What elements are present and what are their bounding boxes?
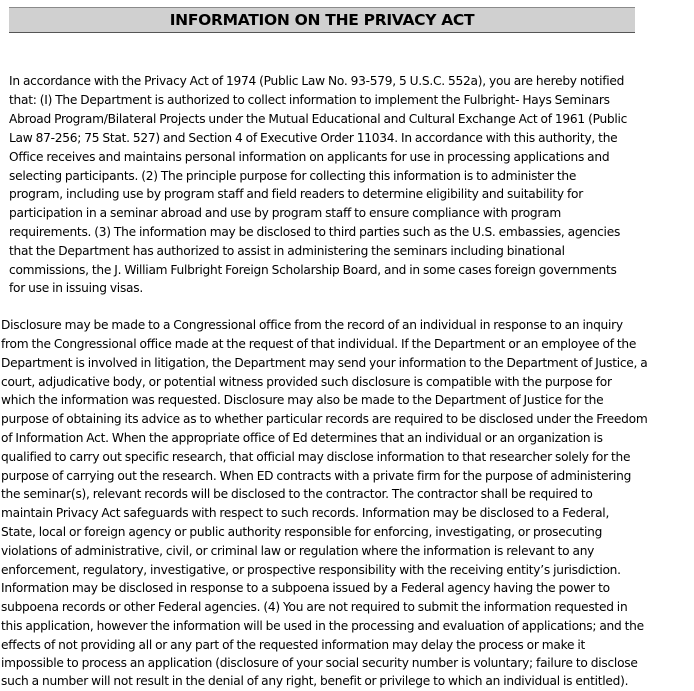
text-line: purpose of carrying out the research. When ED contracts with a private firm for the purpose of administering (1, 469, 632, 483)
text-line: court, adjudicative body, or potential witness provided such disclosure is compatible with the purpose for (1, 375, 612, 389)
page-title: INFORMATION ON THE PRIVACY ACT (169, 11, 475, 29)
text-line: this application, however the information will be used in the processing and evaluation of applications; and the (1, 619, 644, 633)
text-line: Department is involved in litigation, the Department may send your information to the Department of Justice, a (1, 356, 648, 370)
text-line: State, local or foreign agency or public authority responsible for enforcing, investigating, or prosecuting (1, 525, 603, 539)
text-line: violations of administrative, civil, or criminal law or regulation where the information is relevant to any (1, 544, 595, 558)
text-line: that: (I) The Department is authorized to collect information to implement the Fulbright- Hays Seminars (9, 93, 610, 107)
text-line: maintain Privacy Act safeguards with respect to such records. Information may be disclosed to a Federal, (1, 506, 610, 520)
text-line: the seminar(s), relevant records will be disclosed to the contractor. The contractor shall be required to (1, 487, 593, 501)
text-line: requirements. (3) The information may be disclosed to third parties such as the U.S. embassies, agencies (9, 225, 621, 239)
text-line: Abroad Program/Bilateral Projects under the Mutual Educational and Cultural Exchange Act of 1961 (Public (9, 112, 628, 126)
text-line: effects of not providing all or any part of the requested information may delay the process or make it (1, 638, 586, 652)
text-line: Law 87-256; 75 Stat. 527) and Section 4 of Executive Order 11034. In accordance with this authority, the (9, 131, 618, 145)
text-line: of Information Act. When the appropriate office of Ed determines that an individual or an organization is (1, 431, 603, 445)
text-line: that the Department has authorized to assist in administering the seminars including binational (9, 244, 565, 258)
title-bar (9, 7, 635, 33)
text-line: from the Congressional office made at the request of that individual. If the Department or an employee of the (1, 337, 637, 351)
text-line: impossible to process an application (disclosure of your social security number is voluntary; failure to disclose (1, 656, 638, 670)
text-line: Information may be disclosed in response to a subpoena issued by a Federal agency having the power to (1, 581, 610, 595)
text-line: purpose of obtaining its advice as to whether particular records are required to be disclosed under the Freedom (1, 412, 648, 426)
text-line: Office receives and maintains personal information on applicants for use in processing applications and (9, 150, 610, 164)
text-line: program, including use by program staff and field readers to determine eligibility and suitability for (9, 187, 583, 201)
text-line: participation in a seminar abroad and use by program staff to ensure compliance with program (9, 206, 561, 220)
text-line: subpoena records or other Federal agencies. (4) You are not required to submit the information requested in (1, 600, 628, 614)
text-line: such a number will not result in the denial of any right, benefit or privilege to which an individual is entitled). (1, 674, 629, 688)
text-line: for use in issuing visas. (9, 281, 143, 295)
text-line: commissions, the J. William Fulbright Foreign Scholarship Board, and in some cases foreign governments (9, 263, 617, 277)
text-line: which the information was requested. Disclosure may also be made to the Department of Justice for the (1, 393, 604, 407)
text-line: Disclosure may be made to a Congressional office from the record of an individual in response to an inquiry (1, 318, 623, 332)
text-line: selecting participants. (2) The principle purpose for collecting this information is to administer the (9, 169, 577, 183)
text-line: enforcement, regulatory, investigative, or prospective responsibility with the receiving entity’s jurisdiction. (1, 563, 621, 577)
text-line: qualified to carry out specific research, that official may disclose information to that researcher solely for the (1, 450, 631, 464)
text-line: In accordance with the Privacy Act of 1974 (Public Law No. 93-579, 5 U.S.C. 552a), you are hereby notified (9, 74, 625, 88)
